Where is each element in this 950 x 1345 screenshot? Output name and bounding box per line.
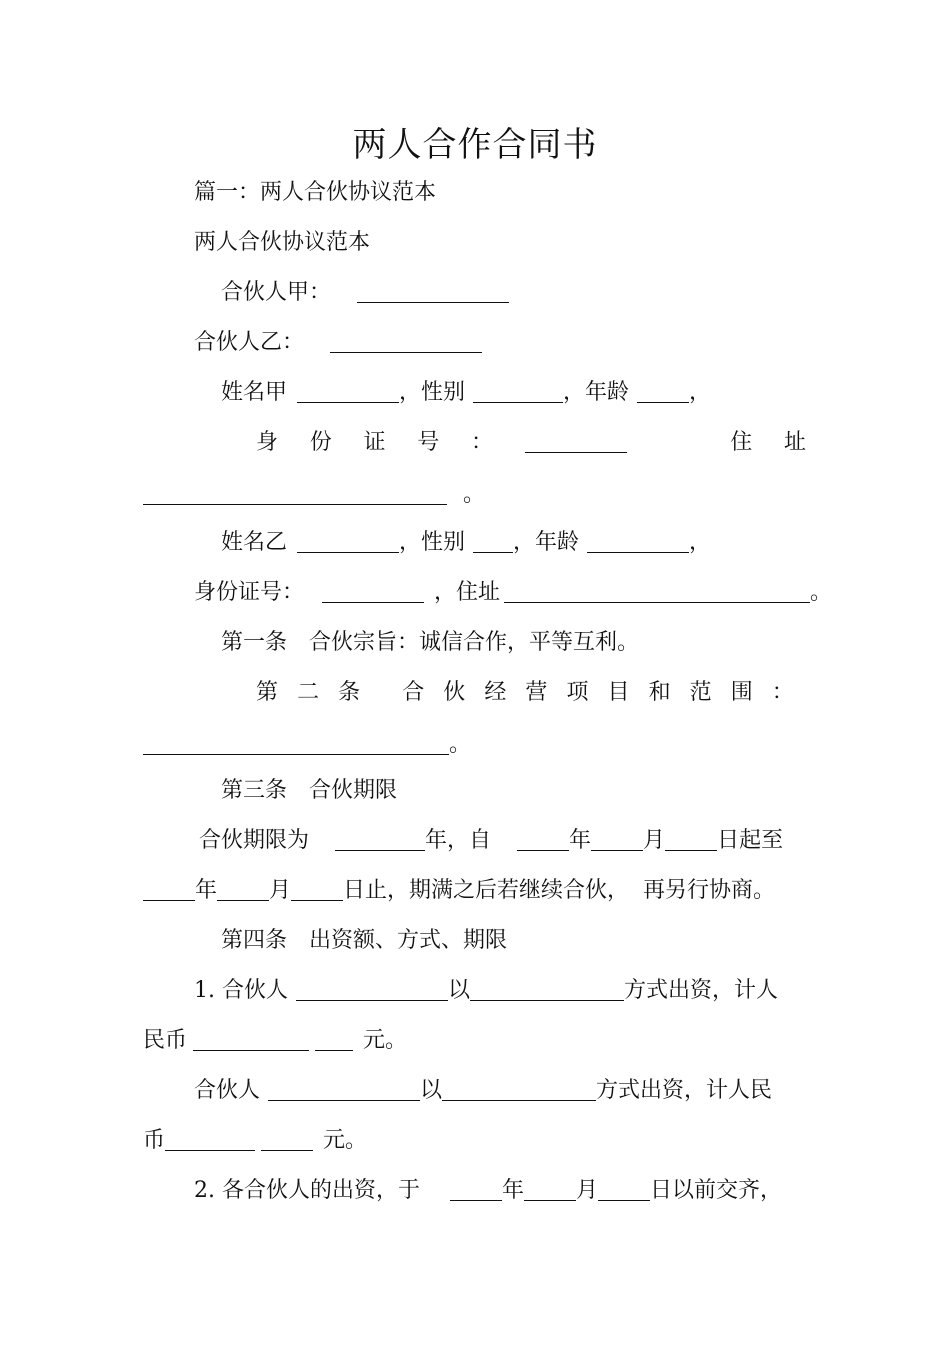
end-day-blank <box>291 880 343 901</box>
scope-blank <box>143 734 449 755</box>
text: 再另行协商。 <box>643 878 776 903</box>
contribution-1-line-2 <box>143 1026 407 1056</box>
article-4-text: 出资额、方式、期限 <box>309 928 508 953</box>
period: 。 <box>810 580 833 605</box>
text: 2. 各合伙人的出资，于 <box>194 1178 420 1203</box>
term-line-2 <box>143 876 775 906</box>
end-year-blank <box>143 880 195 901</box>
spaced-char: 条 <box>338 680 361 705</box>
text: 民币 <box>143 1028 188 1053</box>
spaced-char: 份 <box>309 430 332 455</box>
term-line-1 <box>199 826 783 856</box>
section-heading: 篇一：两人合伙协议范本 <box>194 180 437 205</box>
spaced-char: 营 <box>525 680 548 705</box>
method-blank <box>470 980 624 1001</box>
address-a-line <box>143 480 485 510</box>
partner-blank <box>268 1080 420 1101</box>
address-a-blank <box>143 484 447 505</box>
address-b-blank <box>504 582 810 603</box>
name-b-label: 姓名乙 <box>221 530 288 555</box>
text: 年 <box>569 828 592 853</box>
gender-a-blank <box>473 382 563 403</box>
article-2-scope-line <box>143 730 471 760</box>
text: 年 <box>195 878 218 903</box>
address-b-label: ，住址 <box>434 580 501 605</box>
age-b-blank <box>587 532 689 553</box>
age-a-blank <box>637 382 689 403</box>
deadline-year-blank <box>450 1180 502 1201</box>
text: 币 <box>143 1128 166 1153</box>
comma: ， <box>689 530 712 555</box>
gender-b-label: ，性别 <box>399 530 466 555</box>
contribution-2-line-2 <box>143 1126 367 1156</box>
id-a-blank <box>525 428 627 453</box>
partner-a-label: 合伙人甲： <box>221 280 332 305</box>
article-1-text: 合伙宗旨：诚信合作，平等互利。 <box>309 630 640 655</box>
deadline-line <box>194 1176 782 1206</box>
term-label: 合伙期限为 <box>199 828 310 853</box>
partner-a-line <box>221 278 509 308</box>
name-b-blank <box>297 532 399 553</box>
comma: ， <box>689 380 712 405</box>
article-1-label: 第一条 <box>221 630 288 655</box>
partner-b-line <box>194 328 482 358</box>
spaced-char: 住 <box>730 430 753 455</box>
amount-blank-2 <box>315 1030 353 1051</box>
term-years-blank <box>335 830 425 851</box>
text: 日起至 <box>717 828 784 853</box>
spaced-char: 第 <box>256 680 279 705</box>
spaced-char: 范 <box>689 680 712 705</box>
text: 元。 <box>363 1028 408 1053</box>
age-b-label: ，年龄 <box>513 530 580 555</box>
article-2 <box>256 678 794 708</box>
text: 月 <box>643 828 666 853</box>
spaced-char: ： <box>471 430 494 455</box>
id-b-label: 身份证号： <box>194 580 305 605</box>
article-4-label: 第四条 <box>221 928 288 953</box>
contribution-1-line-1 <box>194 976 778 1006</box>
text: 元。 <box>323 1128 368 1153</box>
spaced-char: 号 <box>417 430 440 455</box>
spaced-char: 址 <box>783 430 806 455</box>
name-a-blank <box>297 382 399 403</box>
spaced-char: 证 <box>363 430 386 455</box>
partner-b-blank <box>330 332 482 353</box>
partner-blank <box>296 980 448 1001</box>
gender-a-label: ，性别 <box>399 380 466 405</box>
amount-blank <box>193 1030 309 1051</box>
period: 。 <box>463 482 486 507</box>
spaced-char: 项 <box>566 680 589 705</box>
text: 年 <box>501 1178 524 1203</box>
period: 。 <box>449 732 472 757</box>
text: 方式出资，计人民 <box>596 1078 773 1103</box>
spaced-char: 和 <box>648 680 671 705</box>
start-month-blank <box>591 830 643 851</box>
article-4 <box>221 926 507 956</box>
start-day-blank <box>665 830 717 851</box>
text: 日以前交齐， <box>650 1178 783 1203</box>
text: 月 <box>576 1178 599 1203</box>
partner-a-blank <box>357 282 509 303</box>
id-b-line <box>194 578 832 608</box>
spaced-char: 二 <box>297 680 320 705</box>
text: 以 <box>420 1078 443 1103</box>
document-title: 两人合作合同书 <box>352 125 598 165</box>
amount-blank <box>165 1130 255 1151</box>
text: 方式出资，计人 <box>624 978 779 1003</box>
spaced-char: 身 <box>256 430 279 455</box>
partner-b-label: 合伙人乙： <box>194 330 305 355</box>
start-year-blank <box>517 830 569 851</box>
name-a-line <box>221 378 711 408</box>
article-3-text: 合伙期限 <box>309 778 398 803</box>
spaced-char: 合 <box>402 680 425 705</box>
text: 以 <box>447 978 470 1003</box>
spaced-char: 围 <box>730 680 753 705</box>
text: 月 <box>269 878 292 903</box>
contribution-2-line-1 <box>194 1076 772 1106</box>
text: 年，自 <box>425 828 492 853</box>
article-1 <box>221 628 639 658</box>
gender-b-blank <box>473 532 513 553</box>
name-b-line <box>221 528 711 558</box>
subtitle: 两人合伙协议范本 <box>194 230 371 255</box>
text: 1. 合伙人 <box>194 978 288 1003</box>
article-3-label: 第三条 <box>221 778 288 803</box>
method-blank <box>442 1080 596 1101</box>
spaced-char: ： <box>771 680 794 705</box>
article-3 <box>221 776 397 806</box>
amount-blank-2 <box>261 1130 313 1151</box>
spaced-char: 伙 <box>443 680 466 705</box>
spaced-char: 目 <box>607 680 630 705</box>
deadline-month-blank <box>524 1180 576 1201</box>
id-b-blank <box>322 582 424 603</box>
text: 合伙人 <box>194 1078 261 1103</box>
spaced-char: 经 <box>484 680 507 705</box>
deadline-day-blank <box>598 1180 650 1201</box>
age-a-label: ，年龄 <box>563 380 630 405</box>
end-month-blank <box>217 880 269 901</box>
id-a-line <box>256 428 806 458</box>
text: 日止，期满之后若继续合伙， <box>343 878 630 903</box>
name-a-label: 姓名甲 <box>221 380 288 405</box>
